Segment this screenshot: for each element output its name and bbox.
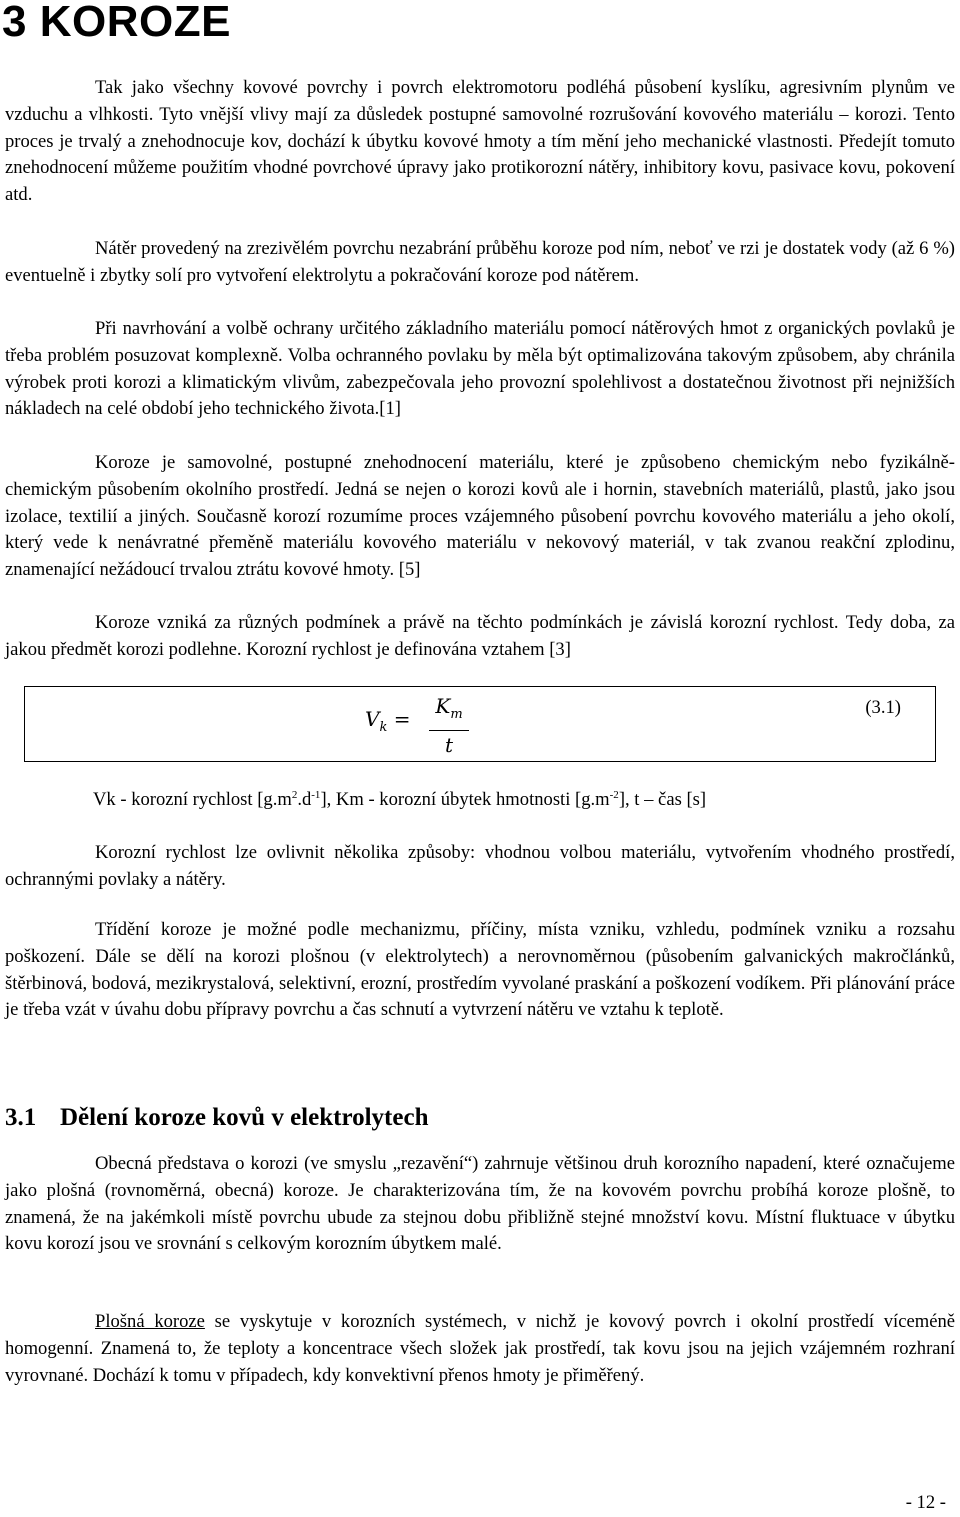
- chapter-title: 3 KOROZE: [2, 0, 231, 46]
- paragraph-corrosion-rate: Koroze vzniká za různých podmínek a právě na těchto podmínkách je závislá korozní rychlost. Tedy doba, za jakou předmět korozi podlehne. Korozní rychlost je definována vztahem [3]: [5, 612, 955, 660]
- equation-number: (3.1): [865, 697, 901, 718]
- paragraph-protection-design: Při navrhování a volbě ochrany určitého základního materiálu pomocí nátěrových hmot z organických povlaků je třeba problém posuzovat komplexně. Volba ochranného povlaku by měla být optimalizována takovým způsobem, aby chránila výrobek proti korozi a klimatickým vlivům, zabezpečovala jeho provozní spolehlivost a dostatečnou životnost při nejnižších nákladech na celé období jeho technického života.[1]: [5, 318, 955, 420]
- paragraph-classification: Třídění koroze je možné podle mechanizmu, příčiny, místa vzniku, vzhledu, podmínek vzniku a rozsahu poškození. Dále se dělí na korozi plošnou (v elektrolytech) a nerovnoměrnou (působením galvanických makročlánků, štěrbinová, bodová, mezikrystalová, selektivní, erozní, prostředím vyvolané praskání a poškození vodíkem. Při plánování práce je třeba vzát v úvahu dobu přípravy povrchu a čas schnutí a vytvrzení nátěru ve vztahu k teplotě.: [5, 919, 955, 1021]
- paragraph-corrosion-definition: Koroze je samovolné, postupné znehodnocení materiálu, které je způsobeno chemickým nebo fyzikálně-chemickým působením okolního prostředí. Jedná se nejen o korozi kovů ale i hornin, stavebních materiálů, plastů, jako jsou izolace, textilií a jiných. Současně korozí rozumíme proces vzájemného působení povrchu kovového materiálu a jeho okolí, který vede k nenávratné přeměně materiálu kovového materiálu v nekovový materiál, v tak zvanou reakční zplodinu, znamenající nežádoucí trvalou ztrátu kovové hmoty. [5]: [5, 452, 955, 581]
- term-plosna-koroze: Plošná koroze: [95, 1311, 205, 1332]
- equation-fraction: [429, 693, 469, 757]
- paragraph-uniform-corrosion: Obecná představa o korozi (ve smyslu „rezavění“) zahrnuje většinou druh korozního napadení, které označujeme jako plošná (rovnoměrná, obecná) koroze. Je charakterizována tím, že na kovovém povrchu probíhá koroze plošně, to znamená, že na jakémkoli místě povrchu ubude za stejnou dobu přibližně stejné množství kovu. Místní fluktuace v úbytku kovu korozí jsou ve srovnání s celkovým korozním úbytkem malé.: [5, 1153, 955, 1255]
- equation-numerator: $K_m$: [435, 694, 463, 722]
- fraction-bar: [429, 730, 469, 731]
- equation-denominator: t: [444, 733, 454, 757]
- equation-lhs: $V_k$ =: [365, 707, 411, 735]
- equation-box: [24, 686, 936, 762]
- paragraph-plosna-koroze: Plošná koroze se vyskytuje v korozních systémech, v nichž je kovový povrch i okolní prostředí víceméně homogenní. Znamená to, že teploty a koncentrace všech složek jak prostředí, tak kovu jsou na jejich vzájemném rozhraní vyrovnané. Dochází k tomu v případech, kdy konvektivní přenos hmoty je přiměřený.: [5, 1311, 955, 1386]
- paragraph-intro: Tak jako všechny kovové povrchy i povrch elektromotoru podléhá působení kyslíku, agresivním plynům ve vzduchu a vlhkosti. Tyto vnější vlivy mají za důsledek postupné samovolné rozrušování kovového materiálu – korozi. Tento proces je trvalý a znehodnocuje kov, dochází k úbytku kovové hmoty a tím mění jeho mechanické vlastnosti. Předejít tomuto znehodnocení můžeme použitím vhodné povrchové úpravy jako protikorozní nátěry, inhibitory kovu, pasivace kovu, pokovení atd.: [5, 77, 955, 206]
- paragraph-coating-rust: Nátěr provedený na zrezivělém povrchu nezabrání průběhu koroze pod ním, neboť ve rzi je dostatek vody (až 6 %) eventuelně i zbytky solí pro vytvoření elektrolytu a pokračování koroze pod nátěrem.: [5, 238, 955, 286]
- section-heading: 3.1 Dělení koroze kovů v elektrolytech: [5, 1104, 429, 1131]
- paragraph-rate-influence: Korozní rychlost lze ovlivnit několika způsoby: vhodnou volbou materiálu, vytvořením vhodného prostředí, ochrannými povlaky a nátěry.: [5, 842, 955, 890]
- equation-legend: Vk - korozní rychlost $[g.m^2.d^{-1}]$, Km - korozní úbytek hmotnosti $[g.m^{-2}]$, t – čas [s]: [93, 789, 707, 810]
- page-number: - 12 -: [905, 1492, 946, 1513]
